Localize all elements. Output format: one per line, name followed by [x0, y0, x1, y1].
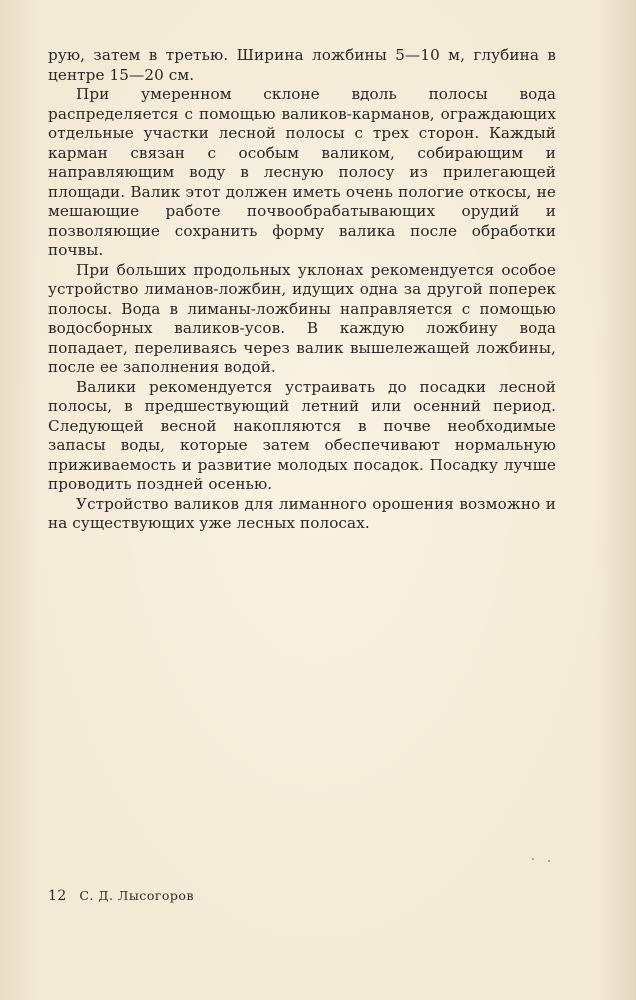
paragraph-4: Валики рекомендуется устраивать до посадки лесной полосы, в предшествующий летний или осенний период. Следующей весной накопляются в почве необходимые запасы воды, которые затем обеспечивают нормальную приживаемость и развитие молодых посадок. Посадку лучше проводить поздней осенью. [48, 377, 556, 493]
page-number: 12 [48, 888, 67, 904]
page-footer [48, 888, 194, 904]
paragraph-3: При больших продольных уклонах рекомендуется особое устройство лиманов-ложбин, идущих одна за другой поперек полосы. Вода в лиманы-ложбины направляется с помощью водосборных валиков-усов. В каждую ложбину вода попадает, переливаясь через валик вышележащей ложбины, после ее заполнения водой. [48, 260, 556, 376]
paragraph-1: рую, затем в третью. Ширина ложбины 5—10 м, глубина в центре 15—20 см. [48, 46, 556, 84]
paper-speck [548, 860, 550, 862]
paragraph-5: Устройство валиков для лиманного орошения возможно и на существующих уже лесных полосах. [48, 494, 556, 532]
running-author: С. Д. Лысогоров [79, 888, 194, 903]
paragraph-2: При умеренном склоне вдоль полосы вода распределяется с помощью валиков-карманов, ограждающих отдельные участки лесной полосы с трех сторон. Каждый карман связан с особым валиком, собирающим и направляющим воду в лесную полосу из прилегающей площади. Валик этот должен иметь очень пологие откосы, не мешающие работе почвообрабатывающих орудий и позволяющие сохранить форму валика после обработки почвы. [48, 85, 556, 259]
body-text [48, 46, 556, 534]
paper-speck [532, 858, 534, 860]
